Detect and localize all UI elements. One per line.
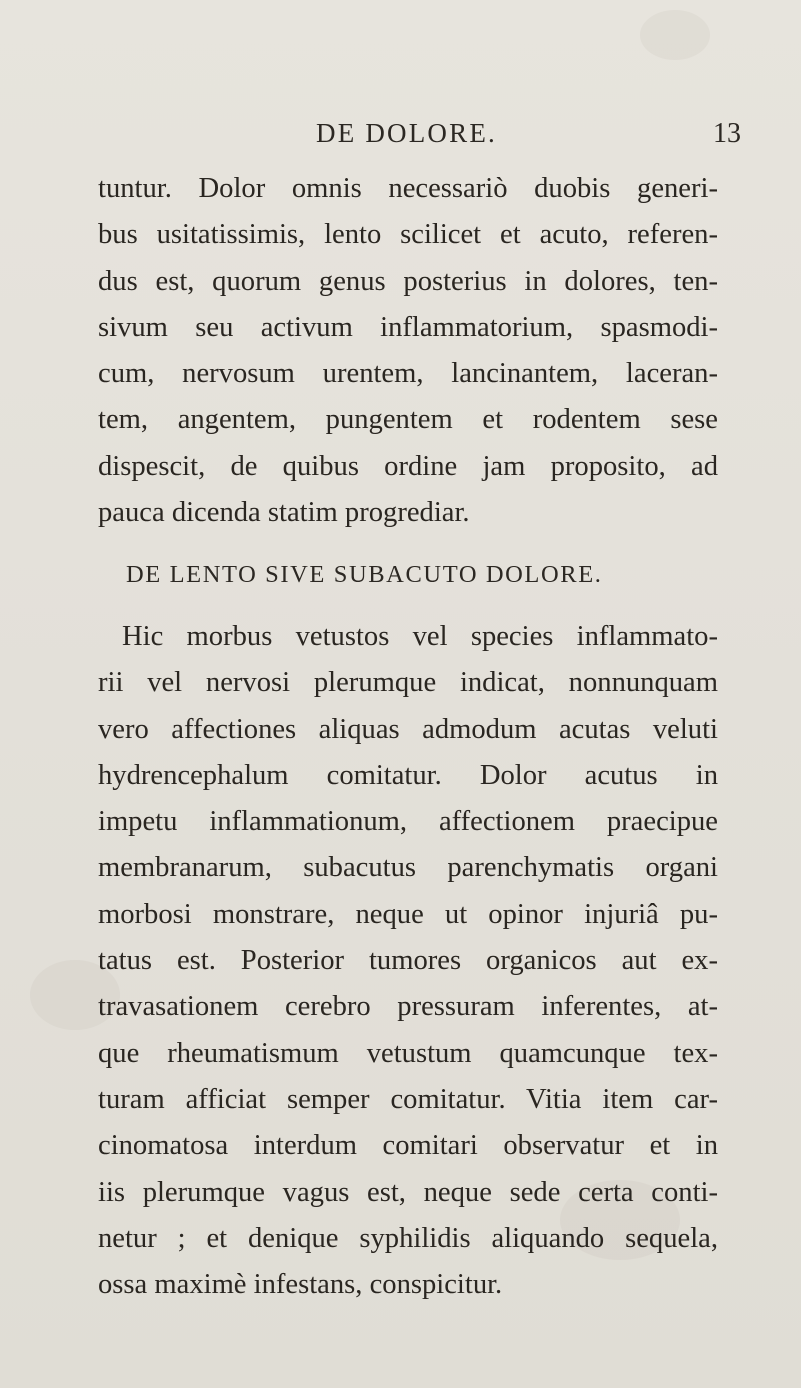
text-line: sivum seu activum inflammatorium, spasmodi- [98,311,718,343]
text-line: cinomatosa interdum comitari observatur et in [98,1130,718,1162]
paragraph-2 [98,614,718,1308]
text-line: Hic morbus vetustos vel species inflammato- [122,621,718,652]
running-head: DE DOLORE. [316,118,497,148]
text-line: que rheumatismum vetustum quamcunque tex- [98,1037,718,1069]
text-line: iis plerumque vagus est, neque sede certa conti- [98,1176,718,1208]
text-line: rii vel nervosi plerumque indicat, nonnunquam [98,667,718,699]
text-line: vero affectiones aliquas admodum acutas veluti [98,713,718,745]
text-line: ossa maximè infestans, conspicitur. [98,1269,503,1301]
text-line: hydrencephalum comitatur. Dolor acutus in [98,759,718,791]
text-line: dus est, quorum genus posterius in dolores, ten- [98,265,718,297]
text-line: travasationem cerebro pressuram inferentes, at- [98,991,718,1023]
text-line: pauca dicenda statim progrediar. [98,497,470,529]
text-line: tatus est. Posterior tumores organicos aut ex- [98,945,718,977]
text-line: tuntur. Dolor omnis necessariò duobis generi- [98,173,718,204]
text-line: netur ; et denique syphilidis aliquando sequela, [98,1222,718,1254]
text-line: bus usitatissimis, lento scilicet et acuto, referen- [98,219,718,251]
text-line: impetu inflammationum, affectionem praecipue [98,806,718,838]
text-line: tem, angentem, pungentem et rodentem sese [98,404,718,436]
section-heading: DE LENTO SIVE SUBACUTO DOLORE. [126,561,603,588]
text-line: membranarum, subacutus parenchymatis organi [98,852,718,884]
paper-stain [640,10,710,60]
page-number: 13 [713,118,741,149]
text-line: morbosi monstrare, neque ut opinor injuriâ pu- [98,898,718,930]
text-line: turam afficiat semper comitatur. Vitia item car- [98,1083,718,1115]
text-line: dispescit, de quibus ordine jam proposito, ad [98,450,718,482]
paragraph-1 [98,166,718,536]
page-header [0,118,801,158]
text-line: cum, nervosum urentem, lancinantem, laceran- [98,358,718,390]
